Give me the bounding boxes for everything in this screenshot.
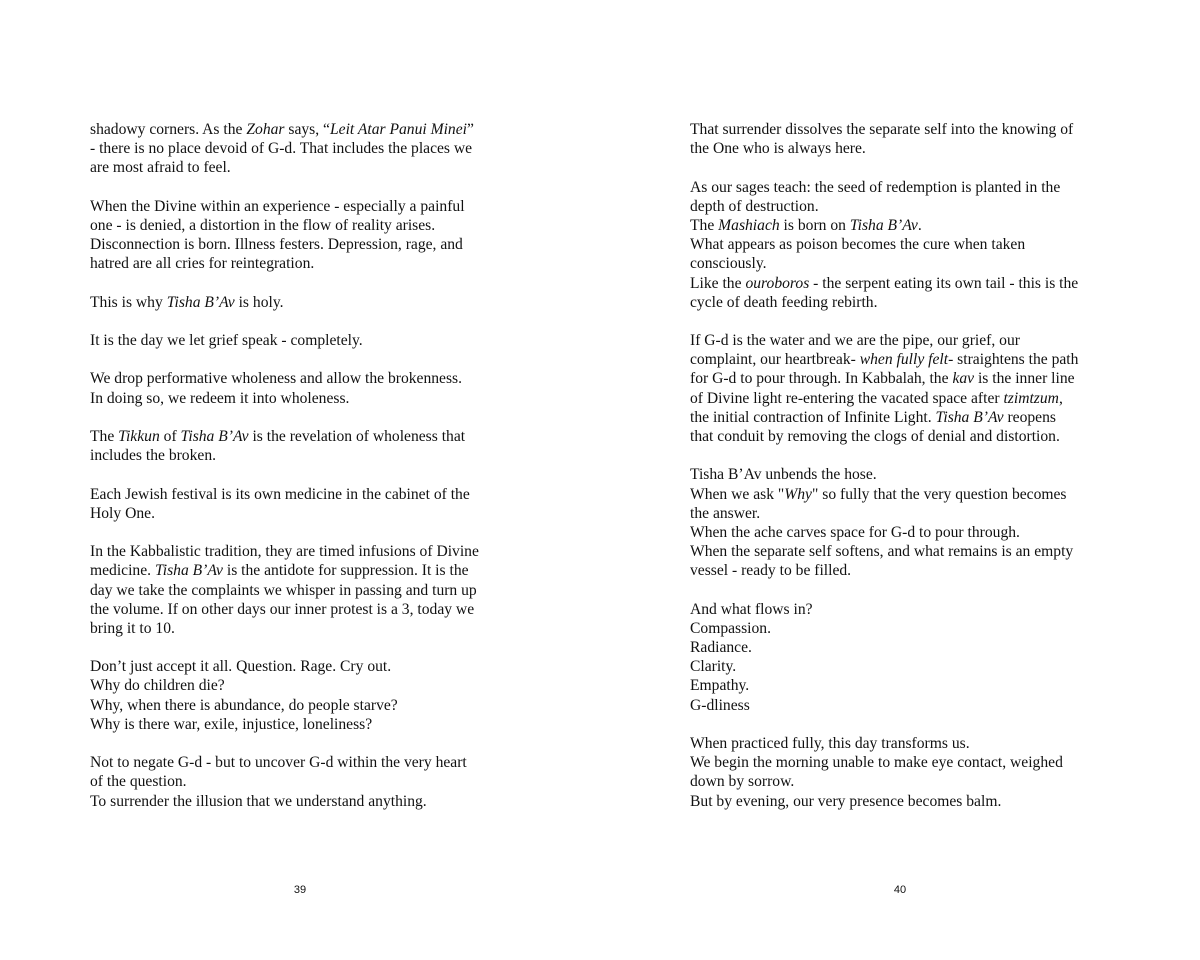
text-run: Disconnection is born. Illness festers. Depression, rage, and: [90, 236, 463, 254]
text-run: .: [917, 216, 922, 234]
text-line: [690, 427, 1115, 446]
italic-term: Tisha B’Av: [166, 293, 235, 311]
text-run: Why is there war, exile, injustice, loneliness?: [90, 715, 373, 733]
text-line: [90, 619, 510, 638]
text-run: The: [90, 428, 119, 445]
right-page: [600, 0, 1200, 960]
text-line: [690, 657, 1115, 676]
text-line: [690, 369, 1115, 388]
italic-term: Tisha B’Av: [154, 562, 223, 580]
text-run: shadowy corners. As the: [90, 121, 247, 138]
text-run: Why do children die?: [90, 677, 225, 695]
text-line: [690, 753, 1115, 772]
text-line: [90, 753, 510, 772]
paragraph-break: [90, 638, 510, 657]
text-line: [90, 235, 510, 254]
text-run: Like the: [690, 274, 746, 292]
text-run: In doing so, we redeem it into wholeness.: [90, 389, 350, 407]
text-line: [690, 120, 1115, 139]
text-run: day we take the complaints we whisper in passing and turn up: [90, 581, 477, 599]
paragraph-break: [690, 446, 1115, 465]
text-line: [690, 676, 1115, 695]
text-line: [90, 772, 510, 791]
text-line: [90, 158, 510, 177]
text-line: [690, 408, 1115, 427]
italic-term: Tisha B’Av: [935, 408, 1004, 426]
text-run: Tisha B’Av unbends the hose.: [690, 466, 877, 484]
text-line: [690, 235, 1115, 254]
italic-term: ouroboros: [745, 274, 810, 292]
text-run: If G-d is the water and we are the pipe, our grief, our: [690, 332, 1020, 350]
text-run: We drop performative wholeness and allow the brokenness.: [90, 370, 463, 388]
text-run: consciously.: [690, 255, 767, 273]
text-run: is the revelation of wholeness that: [248, 428, 466, 445]
text-line: [690, 465, 1115, 484]
text-line: [90, 600, 510, 619]
text-line: [690, 350, 1115, 369]
text-run: is holy.: [234, 293, 284, 311]
text-run: It is the day we let grief speak - completely.: [90, 332, 363, 350]
text-line: [90, 542, 510, 561]
italic-term: Why: [784, 485, 812, 503]
text-run: Each Jewish festival is its own medicine in the cabinet of the: [90, 485, 470, 503]
text-run: includes the broken.: [90, 447, 217, 465]
text-run: The: [690, 216, 719, 234]
text-run: What appears as poison becomes the cure when taken: [690, 236, 1026, 254]
paragraph-break: [690, 715, 1115, 734]
text-line: [690, 561, 1115, 580]
text-run: that conduit by removing the clogs of denial and distortion.: [690, 428, 1060, 445]
text-run: When practiced fully, this day transforms us.: [690, 735, 970, 752]
text-run: When the ache carves space for G-d to pour through.: [690, 523, 1020, 541]
text-line: [90, 197, 510, 216]
text-run: - straightens the path: [948, 351, 1079, 369]
text-line: [690, 293, 1115, 312]
text-run: To surrender the illusion that we understand anything.: [90, 792, 427, 810]
text-line: [690, 734, 1115, 753]
paragraph-break: [690, 312, 1115, 331]
text-line: [690, 619, 1115, 638]
text-line: [690, 139, 1115, 158]
text-run: Don’t just accept it all. Question. Rage. Cry out.: [90, 658, 392, 676]
text-run: medicine.: [90, 562, 155, 580]
paragraph-break: [90, 734, 510, 753]
text-line: [90, 657, 510, 676]
paragraph-break: [90, 523, 510, 542]
text-line: [690, 542, 1115, 561]
italic-term: Tisha B’Av: [180, 428, 249, 445]
text-run: reopens: [1003, 408, 1056, 426]
text-line: [690, 254, 1115, 273]
text-run: hatred are all cries for reintegration.: [90, 255, 315, 273]
text-run: Why, when there is abundance, do people starve?: [90, 696, 398, 714]
text-run: Empathy.: [690, 677, 750, 695]
paragraph-break: [90, 312, 510, 331]
text-run: complaint, our heartbreak-: [690, 351, 860, 369]
text-line: [690, 197, 1115, 216]
text-line: [90, 561, 510, 580]
text-line: [90, 389, 510, 408]
text-run: G-dliness: [690, 696, 750, 714]
text-line: [90, 504, 510, 523]
text-line: [90, 331, 510, 350]
paragraph-break: [90, 178, 510, 197]
text-run: Clarity.: [690, 658, 737, 676]
text-line: [690, 696, 1115, 715]
text-line: [90, 696, 510, 715]
text-line: [90, 485, 510, 504]
text-line: [90, 446, 510, 465]
text-run: We begin the morning unable to make eye contact, weighed: [690, 754, 1063, 772]
italic-term: Tisha B’Av: [849, 216, 918, 234]
paragraph-break: [90, 465, 510, 484]
text-run: is the antidote for suppression. It is the: [222, 562, 469, 580]
paragraph-break: [90, 408, 510, 427]
text-run: But by evening, our very presence becomes balm.: [690, 792, 1002, 810]
text-run: depth of destruction.: [690, 197, 819, 215]
text-run: cycle of death feeding rebirth.: [690, 293, 878, 311]
text-run: That surrender dissolves the separate self into the knowing of: [690, 121, 1074, 138]
text-run: of the question.: [90, 773, 187, 791]
text-run: of: [159, 428, 181, 445]
right-page-text: [690, 120, 1115, 811]
text-run: - there is no place devoid of G-d. That includes the places we: [90, 140, 473, 158]
text-run: " so fully that the very question becomes: [811, 485, 1067, 503]
text-line: [690, 485, 1115, 504]
text-line: [90, 254, 510, 273]
text-line: [90, 676, 510, 695]
text-line: [690, 638, 1115, 657]
text-line: [90, 581, 510, 600]
text-run: down by sorrow.: [690, 773, 795, 791]
text-run: And what flows in?: [690, 600, 813, 618]
text-run: As our sages teach: the seed of redemption is planted in the: [690, 178, 1061, 196]
italic-term: tzimtzum: [1003, 389, 1059, 407]
text-line: [690, 772, 1115, 791]
italic-term: Tikkun: [118, 428, 160, 445]
text-run: are most afraid to feel.: [90, 159, 231, 177]
text-run: ”: [467, 121, 474, 138]
text-run: one - is denied, a distortion in the flow of reality arises.: [90, 216, 436, 234]
paragraph-break: [690, 158, 1115, 177]
left-page-text: [90, 120, 510, 811]
text-run: is born on: [779, 216, 850, 234]
italic-term: when fully felt: [859, 351, 949, 369]
text-line: [90, 715, 510, 734]
text-run: the answer.: [690, 504, 761, 522]
text-line: [690, 216, 1115, 235]
text-line: [690, 274, 1115, 293]
italic-term: Leit Atar Panui Minei: [329, 121, 467, 138]
page-number-left: 39: [293, 884, 307, 896]
paragraph-break: [90, 350, 510, 369]
text-line: [90, 792, 510, 811]
text-run: When the separate self softens, and what remains is an empty: [690, 543, 1074, 561]
text-run: for G-d to pour through. In Kabbalah, the: [690, 370, 953, 388]
text-run: When we ask ": [690, 485, 785, 503]
text-run: the One who is always here.: [690, 140, 866, 158]
text-run: of Divine light re-entering the vacated space after: [690, 389, 1004, 407]
text-run: Not to negate G-d - but to uncover G-d within the very heart: [90, 754, 467, 772]
text-line: [690, 523, 1115, 542]
text-run: is the inner line: [974, 370, 1075, 388]
italic-term: Zohar: [246, 121, 285, 138]
text-run: the initial contraction of Infinite Light.: [690, 408, 936, 426]
italic-term: kav: [952, 370, 975, 388]
text-run: ,: [1058, 389, 1063, 407]
text-run: Compassion.: [690, 619, 772, 637]
text-line: [690, 600, 1115, 619]
text-line: [690, 331, 1115, 350]
text-run: says, “: [284, 121, 330, 138]
text-run: This is why: [90, 293, 167, 311]
text-run: the volume. If on other days our inner protest is a 3, today we: [90, 600, 475, 618]
text-run: In the Kabbalistic tradition, they are timed infusions of Divine: [90, 543, 479, 561]
page-number-right: 40: [893, 884, 907, 896]
text-line: [690, 792, 1115, 811]
text-run: When the Divine within an experience - especially a painful: [90, 197, 465, 215]
italic-term: Mashiach: [718, 216, 780, 234]
text-line: [90, 216, 510, 235]
text-line: [90, 427, 510, 446]
text-line: [690, 178, 1115, 197]
text-line: [90, 293, 510, 312]
text-line: [90, 369, 510, 388]
text-run: bring it to 10.: [90, 619, 175, 637]
text-line: [690, 389, 1115, 408]
text-run: - the serpent eating its own tail - this is the: [809, 274, 1079, 292]
text-line: [90, 139, 510, 158]
text-run: vessel - ready to be filled.: [690, 562, 852, 580]
text-line: [690, 504, 1115, 523]
paragraph-break: [690, 581, 1115, 600]
text-run: Radiance.: [690, 639, 752, 657]
text-line: [90, 120, 510, 139]
text-run: Holy One.: [90, 504, 155, 522]
paragraph-break: [90, 274, 510, 293]
